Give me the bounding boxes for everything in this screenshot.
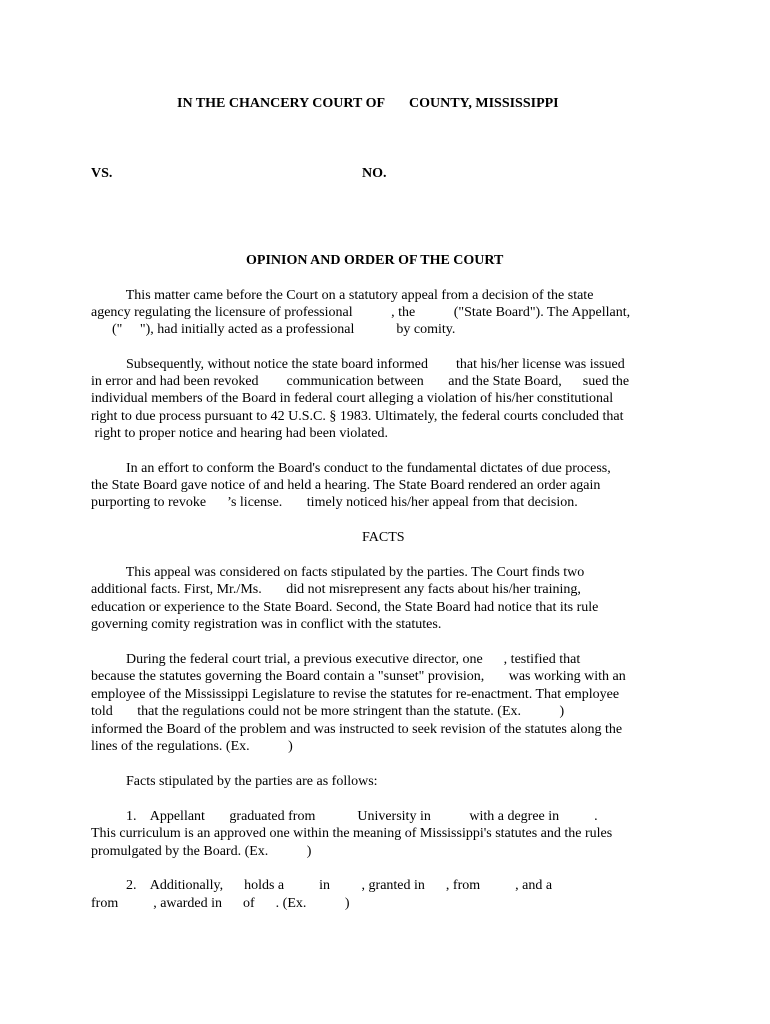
paragraph-line: purporting to revoke ’s license. timely noticed his/her appeal from that decision. bbox=[91, 495, 578, 510]
paragraph-line: individual members of the Board in federal court alleging a violation of his/her constitutional bbox=[91, 391, 614, 406]
paragraph-line: in error and had been revoked communication between and the State Board, sued the bbox=[91, 374, 630, 389]
paragraph-line: education or experience to the State Board. Second, the State Board had notice that its rule bbox=[91, 600, 599, 615]
paragraph-line: additional facts. First, Mr./Ms. did not misrepresent any facts about his/her training, bbox=[91, 582, 581, 597]
list-item-line: This curriculum is an approved one within the meaning of Mississippi's statutes and the rules bbox=[91, 826, 613, 841]
paragraph-line: Subsequently, without notice the state board informed that his/her license was issued bbox=[91, 357, 625, 372]
paragraph-line: right to proper notice and hearing had been violated. bbox=[91, 426, 389, 441]
list-item-line: promulgated by the Board. (Ex. ) bbox=[91, 844, 312, 859]
list-item-line: 2. Additionally, holds a in , granted in , from , and a bbox=[91, 878, 553, 893]
paragraph-line: employee of the Mississippi Legislature to revise the statutes for re-enactment. That employee bbox=[91, 687, 620, 702]
paragraph-line: (" "), had initially acted as a professional by comity. bbox=[91, 322, 456, 337]
paragraph-line: the State Board gave notice of and held a hearing. The State Board rendered an order again bbox=[91, 478, 601, 493]
paragraph-line: This matter came before the Court on a statutory appeal from a decision of the state bbox=[91, 288, 594, 303]
paragraph-line: lines of the regulations. (Ex. ) bbox=[91, 739, 293, 754]
paragraph-line: because the statutes governing the Board contain a "sunset" provision, was working with an bbox=[91, 669, 626, 684]
paragraph-line: This appeal was considered on facts stipulated by the parties. The Court finds two bbox=[91, 565, 585, 580]
list-item-line: 1. Appellant graduated from University in with a degree in . bbox=[91, 809, 598, 824]
paragraph-line: governing comity registration was in conflict with the statutes. bbox=[91, 617, 442, 632]
paragraph-line: informed the Board of the problem and was instructed to seek revision of the statutes along the bbox=[91, 722, 623, 737]
paragraph-line: Facts stipulated by the parties are as follows: bbox=[91, 774, 378, 789]
paragraph-line: right to due process pursuant to 42 U.S.C. § 1983. Ultimately, the federal courts concluded that bbox=[91, 409, 624, 424]
facts-heading: FACTS bbox=[362, 530, 405, 545]
case-number-label: NO. bbox=[362, 166, 387, 181]
court-title: IN THE CHANCERY COURT OF COUNTY, MISSISSIPPI bbox=[177, 96, 559, 111]
paragraph-line: agency regulating the licensure of professional , the ("State Board"). The Appellant, bbox=[91, 305, 631, 320]
paragraph-line: During the federal court trial, a previous executive director, one , testified that bbox=[91, 652, 581, 667]
page-title: OPINION AND ORDER OF THE COURT bbox=[246, 253, 504, 268]
vs-label: VS. bbox=[91, 166, 113, 181]
list-item-line: from , awarded in of . (Ex. ) bbox=[91, 896, 350, 911]
paragraph-line: told that the regulations could not be more stringent than the statute. (Ex. ) bbox=[91, 704, 565, 719]
paragraph-line: In an effort to conform the Board's conduct to the fundamental dictates of due process, bbox=[91, 461, 611, 476]
